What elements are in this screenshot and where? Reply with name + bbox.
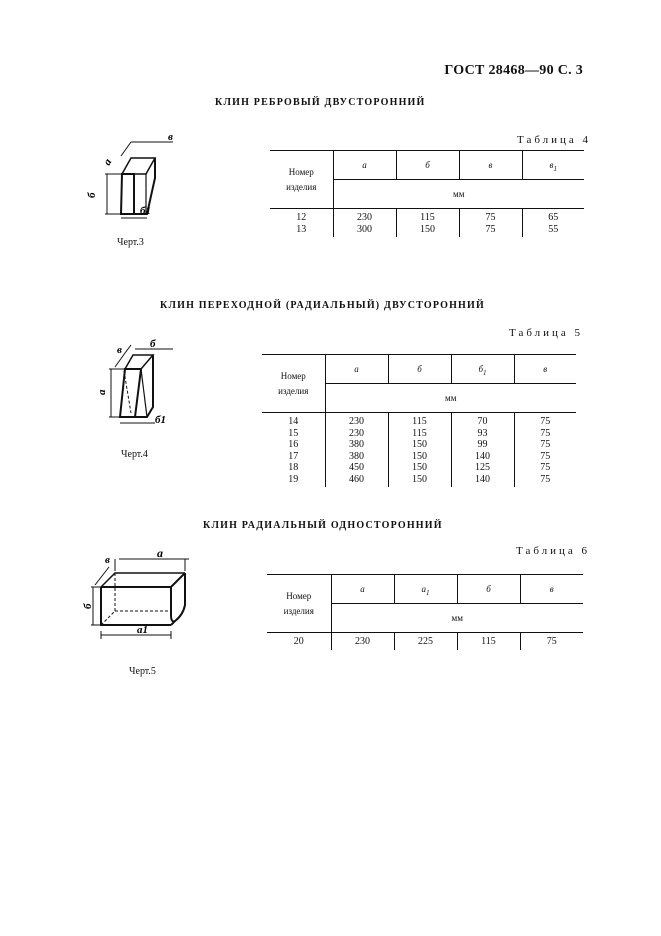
table-4-col-b xyxy=(396,151,459,180)
fig3-label-b: б xyxy=(86,192,98,198)
table-cell: 13 xyxy=(270,224,333,238)
column-header-text: в xyxy=(543,364,548,374)
fig3-label-b1: б1 xyxy=(140,205,151,217)
table-cell: 75 xyxy=(459,224,522,238)
table-label-4: Таблица 4 xyxy=(517,134,592,146)
fig3-label-a: a xyxy=(101,156,115,168)
table-5-unit: мм xyxy=(325,384,576,413)
table-cell: 75 xyxy=(540,462,551,473)
table-cell: 230 xyxy=(325,428,388,440)
table-label-6: Таблица 6 xyxy=(516,545,591,557)
table-cell: 225 xyxy=(394,633,457,650)
column-header-text: в xyxy=(549,584,554,594)
section-title-1: КЛИН РЕБРОВЫЙ ДВУСТОРОННИЙ xyxy=(215,97,426,108)
table-6-col-v xyxy=(520,575,583,604)
table-cell: 230 xyxy=(333,209,396,224)
table-cell: 450 xyxy=(325,462,388,474)
table-cell: 150 xyxy=(388,462,451,474)
table-5-col-b1 xyxy=(451,355,514,384)
table-cell: 75 xyxy=(540,416,551,427)
table-cell: 230 xyxy=(331,633,394,650)
table-5-col-a xyxy=(325,355,388,384)
figure-caption-3: Черт.3 xyxy=(117,237,144,248)
column-header-text: б xyxy=(425,160,430,170)
table-cell: 115 xyxy=(396,209,459,224)
table-cell: 65 xyxy=(548,212,559,223)
figure-caption-4: Черт.4 xyxy=(121,449,148,460)
table-cell: 150 xyxy=(388,439,451,451)
table-cell: 140 xyxy=(451,451,514,463)
table-6-number-header xyxy=(267,575,331,633)
table-4-number-header-line2: изделия xyxy=(286,181,317,192)
fig4-label-a: a xyxy=(96,389,108,395)
section-title-3: КЛИН РАДИАЛЬНЫЙ ОДНОСТОРОННИЙ xyxy=(203,520,443,531)
table-cell: 99 xyxy=(451,439,514,451)
table-cell: 19 xyxy=(262,474,325,488)
table-cell: 300 xyxy=(333,224,396,238)
column-header-text: а xyxy=(362,160,367,170)
table-cell: 115 xyxy=(457,633,520,650)
table-cell: 93 xyxy=(451,428,514,440)
table-4-number-header xyxy=(270,151,333,209)
table-cell: 150 xyxy=(396,224,459,238)
column-header-text: б xyxy=(417,364,422,374)
table-6-col-a xyxy=(331,575,394,604)
fig3-label-v: в xyxy=(168,131,173,143)
column-header-text: а xyxy=(354,364,359,374)
table-row xyxy=(262,451,576,463)
table-row xyxy=(262,413,576,428)
table-row xyxy=(262,439,576,451)
figure-caption-5: Черт.5 xyxy=(129,666,156,677)
table-4-col-v xyxy=(459,151,522,180)
table-cell: 380 xyxy=(325,451,388,463)
figure-4-drawing xyxy=(95,335,185,430)
table-4-col-v1 xyxy=(522,151,584,180)
fig5-label-b: б xyxy=(82,603,94,609)
table-cell: 150 xyxy=(388,474,451,488)
table-cell: 75 xyxy=(540,427,551,439)
table-6-unit: мм xyxy=(331,604,583,633)
table-6-col-a1 xyxy=(394,575,457,604)
table-cell: 20 xyxy=(267,633,331,650)
table-cell: 230 xyxy=(325,413,388,428)
column-header-text: а xyxy=(360,584,365,594)
table-cell: 12 xyxy=(270,209,333,224)
table-cell: 18 xyxy=(262,462,325,474)
column-header-text: 1 xyxy=(553,164,557,173)
table-5-col-b xyxy=(388,355,451,384)
table-6-number-header-line1: Номер xyxy=(286,590,312,601)
table-cell: 17 xyxy=(262,451,325,463)
fig5-label-a: a xyxy=(157,546,163,560)
column-header-text: в xyxy=(549,160,554,170)
table-6 xyxy=(267,574,583,650)
figure-3-drawing xyxy=(85,128,185,220)
column-header-text: в xyxy=(488,160,493,170)
fig4-label-v: в xyxy=(117,344,122,356)
table-4-number-header-line1: Номер xyxy=(288,166,314,177)
table-cell: 16 xyxy=(262,439,325,451)
table-cell: 70 xyxy=(451,413,514,428)
table-6-col-b xyxy=(457,575,520,604)
table-4-col-a xyxy=(333,151,396,180)
table-cell: 75 xyxy=(540,439,551,450)
column-header-text: 1 xyxy=(426,588,430,597)
column-header-text: 1 xyxy=(483,368,487,377)
table-5 xyxy=(262,354,576,487)
table-row xyxy=(270,224,584,238)
table-cell: 380 xyxy=(325,439,388,451)
column-header-text: б xyxy=(478,364,484,374)
table-5-number-header xyxy=(262,355,325,413)
table-row xyxy=(262,462,576,474)
table-cell: 75 xyxy=(540,450,551,462)
table-cell: 140 xyxy=(451,474,514,488)
fig4-label-b: б xyxy=(150,338,156,350)
table-6-number-header-line2: изделия xyxy=(283,605,314,616)
table-cell: 55 xyxy=(548,223,559,235)
table-cell: 75 xyxy=(546,636,557,647)
column-header-text: б xyxy=(486,584,491,594)
table-cell: 75 xyxy=(540,473,551,485)
table-5-col-v xyxy=(514,355,576,384)
table-cell: 150 xyxy=(388,451,451,463)
table-5-number-header-line2: изделия xyxy=(278,385,309,396)
page-header: ГОСТ 28468—90 С. 3 xyxy=(444,63,583,78)
table-row xyxy=(270,209,584,224)
table-cell: 115 xyxy=(388,413,451,428)
table-cell: 14 xyxy=(262,413,325,428)
fig5-label-v: в xyxy=(105,554,110,566)
figure-5-drawing xyxy=(82,545,200,645)
table-cell: 460 xyxy=(325,474,388,488)
table-4-unit: мм xyxy=(333,180,584,209)
section-title-2: КЛИН ПЕРЕХОДНОЙ (РАДИАЛЬНЫЙ) ДВУСТОРОННИЙ xyxy=(160,300,485,311)
table-cell: 15 xyxy=(262,428,325,440)
table-4 xyxy=(270,150,584,237)
table-row xyxy=(262,474,576,488)
column-header-text: а xyxy=(421,584,426,594)
table-row xyxy=(262,428,576,440)
fig4-label-b1: б1 xyxy=(155,414,166,426)
table-5-number-header-line1: Номер xyxy=(280,370,306,381)
table-cell: 75 xyxy=(459,209,522,224)
table-row xyxy=(267,633,583,650)
table-cell: 115 xyxy=(388,428,451,440)
table-cell: 125 xyxy=(451,462,514,474)
table-label-5: Таблица 5 xyxy=(509,327,584,339)
fig5-label-a1: a1 xyxy=(137,624,148,636)
